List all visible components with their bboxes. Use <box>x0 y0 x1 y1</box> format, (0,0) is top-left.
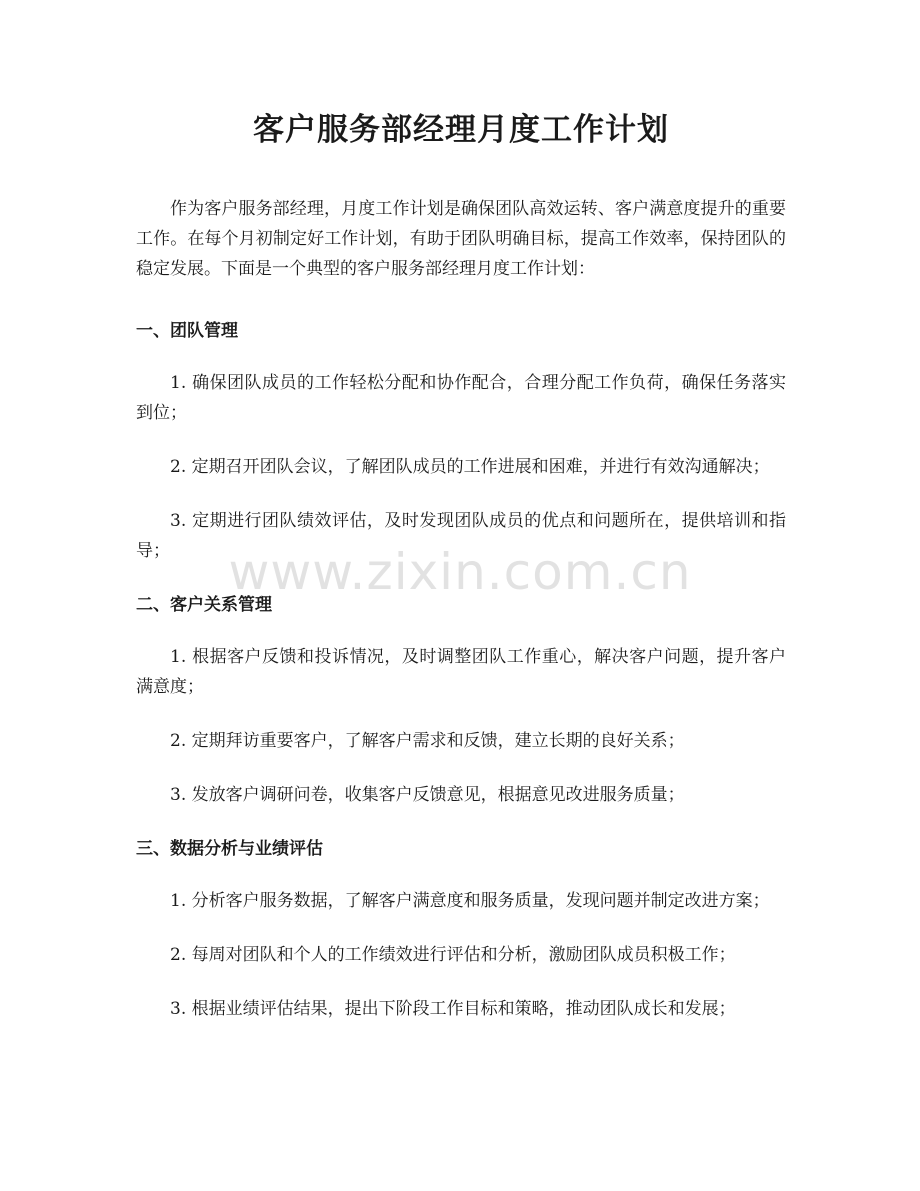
list-item: 3. 发放客户调研问卷，收集客户反馈意见，根据意见改进服务质量； <box>170 785 685 805</box>
list-item: 3. 定期进行团队绩效评估，及时发现团队成员的优点和问题所在，提供培训和指导； <box>136 511 786 561</box>
intro-paragraph: 作为客户服务部经理，月度工作计划是确保团队高效运转、客户满意度提升的重要工作。在每个月初制定好工作计划，有助于团队明确目标，提高工作效率，保持团队的稳定发展。下面是一个典型的客户服务部经理月度工作计划： <box>136 199 786 279</box>
list-item: 2. 每周对团队和个人的工作绩效进行评估和分析，激励团队成员积极工作； <box>170 945 736 965</box>
list-item: 2. 定期拜访重要客户，了解客户需求和反馈，建立长期的良好关系； <box>170 731 685 751</box>
section-heading: 二、客户关系管理 <box>136 595 272 615</box>
list-item: 1. 确保团队成员的工作轻松分配和协作配合，合理分配工作负荷，确保任务落实到位； <box>136 373 786 423</box>
section-data-analysis <box>136 834 786 1024</box>
list-item: 2. 定期召开团队会议，了解团队成员的工作进展和困难，并进行有效沟通解决； <box>170 457 770 477</box>
list-item: 1. 分析客户服务数据，了解客户满意度和服务质量，发现问题并制定改进方案； <box>170 891 770 911</box>
list-item: 1. 根据客户反馈和投诉情况，及时调整团队工作重心，解决客户问题，提升客户满意度； <box>136 647 786 697</box>
list-item: 3. 根据业绩评估结果，提出下阶段工作目标和策略，推动团队成长和发展； <box>170 999 736 1019</box>
section-customer-relations <box>136 590 786 810</box>
section-heading: 三、数据分析与业绩评估 <box>136 839 323 859</box>
document-title: 客户服务部经理月度工作计划 <box>253 112 669 148</box>
section-team-management <box>136 316 786 566</box>
section-heading: 一、团队管理 <box>136 321 238 341</box>
document-content <box>136 108 786 1048</box>
watermark: www.zixin.com.cn <box>228 543 692 601</box>
